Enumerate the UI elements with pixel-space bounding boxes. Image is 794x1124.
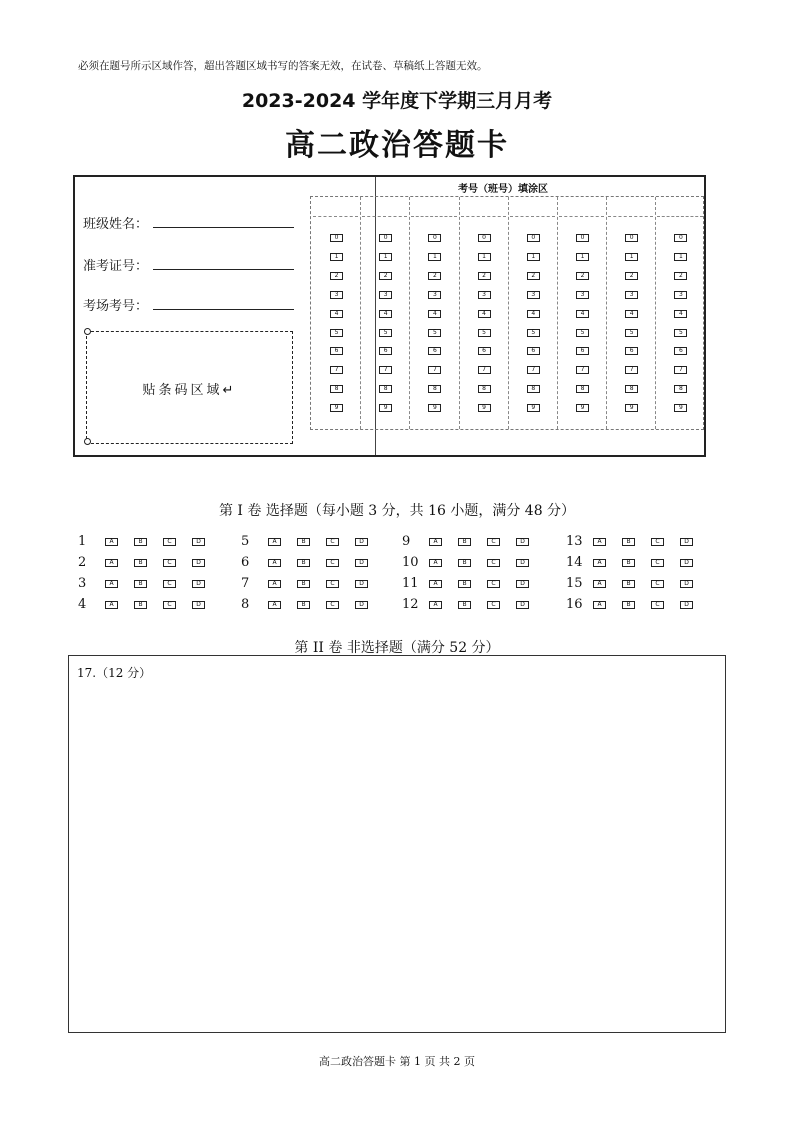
option-bubble[interactable]: D [680, 538, 693, 546]
exam-number-bubble[interactable]: 6 [379, 347, 392, 355]
option-bubble[interactable]: A [593, 601, 606, 609]
option-bubble[interactable]: B [458, 559, 471, 567]
exam-number-bubble[interactable]: 1 [478, 253, 491, 261]
option-bubble[interactable]: C [163, 538, 176, 546]
option-bubble[interactable]: D [192, 559, 205, 567]
option-bubble[interactable]: A [429, 559, 442, 567]
option-bubble[interactable]: C [487, 538, 500, 546]
exam-number-bubble[interactable]: 8 [576, 385, 589, 393]
option-bubble[interactable]: A [593, 559, 606, 567]
question-number: 15 [566, 576, 583, 591]
exam-number-bubble[interactable]: 3 [478, 291, 491, 299]
exam-number-bubble[interactable]: 3 [330, 291, 343, 299]
exam-number-bubble[interactable]: 9 [379, 404, 392, 412]
exam-number-bubble[interactable]: 5 [527, 329, 540, 337]
option-bubble[interactable]: B [297, 559, 310, 567]
exam-number-write-cell[interactable] [510, 197, 555, 217]
question-number: 12 [402, 597, 419, 612]
option-bubble[interactable]: A [268, 559, 281, 567]
section2-title: 第 II 卷 非选择题（满分 52 分） [294, 640, 500, 656]
exam-number-bubble[interactable]: 8 [625, 385, 638, 393]
option-bubble[interactable]: B [622, 559, 635, 567]
option-bubble[interactable]: B [458, 601, 471, 609]
option-bubble[interactable]: B [622, 580, 635, 588]
option-bubble[interactable]: A [105, 559, 118, 567]
exam-number-bubble[interactable]: 3 [576, 291, 589, 299]
exam-number-bubble[interactable]: 2 [478, 272, 491, 280]
exam-number-bubble[interactable]: 3 [625, 291, 638, 299]
exam-number-bubble[interactable]: 3 [428, 291, 441, 299]
exam-number-bubble[interactable]: 2 [428, 272, 441, 280]
exam-number-bubble[interactable]: 0 [625, 234, 638, 242]
exam-number-bubble[interactable]: 5 [625, 329, 638, 337]
exam-number-bubble[interactable]: 7 [527, 366, 540, 374]
exam-number-bubble[interactable]: 8 [379, 385, 392, 393]
option-bubble[interactable]: B [297, 601, 310, 609]
exam-number-bubble[interactable]: 7 [428, 366, 441, 374]
exam-number-bubble[interactable]: 3 [379, 291, 392, 299]
option-bubble[interactable]: A [105, 538, 118, 546]
exam-number-bubble[interactable]: 5 [478, 329, 491, 337]
option-bubble[interactable]: D [192, 601, 205, 609]
exam-number-bubble[interactable]: 9 [576, 404, 589, 412]
option-bubble[interactable]: B [297, 538, 310, 546]
exam-title: 2023-2024 学年度下学期三月月考 [241, 90, 553, 112]
exam-number-bubble[interactable]: 5 [428, 329, 441, 337]
option-bubble[interactable]: A [593, 580, 606, 588]
exam-number-bubble[interactable]: 5 [330, 329, 343, 337]
option-bubble[interactable]: A [268, 538, 281, 546]
option-bubble[interactable]: B [297, 580, 310, 588]
question-number: 13 [566, 534, 583, 549]
exam-number-bubble[interactable]: 5 [674, 329, 687, 337]
exam-number-column-separator [606, 197, 607, 429]
exam-number-bubble[interactable]: 8 [527, 385, 540, 393]
option-bubble[interactable]: B [458, 538, 471, 546]
barcode-label: 贴条码区域↵ [142, 383, 237, 398]
exam-number-bubble[interactable]: 5 [576, 329, 589, 337]
exam-number-bubble[interactable]: 1 [428, 253, 441, 261]
exam-number-bubble[interactable]: 8 [428, 385, 441, 393]
exam-number-column-separator [459, 197, 460, 429]
option-bubble[interactable]: D [192, 580, 205, 588]
exam-number-bubble[interactable]: 4 [478, 310, 491, 318]
candidate-info-box [73, 175, 706, 457]
exam-number-bubble[interactable]: 2 [379, 272, 392, 280]
option-bubble[interactable]: D [355, 601, 368, 609]
exam-number-bubble[interactable]: 0 [576, 234, 589, 242]
option-bubble[interactable]: A [105, 580, 118, 588]
question-number: 4 [78, 597, 87, 612]
option-bubble[interactable]: D [192, 538, 205, 546]
option-bubble[interactable]: C [326, 601, 339, 609]
exam-number-bubble[interactable]: 9 [527, 404, 540, 412]
option-bubble[interactable]: C [163, 559, 176, 567]
question-number: 1 [78, 534, 87, 549]
option-bubble[interactable]: C [163, 601, 176, 609]
option-bubble[interactable]: D [680, 601, 693, 609]
exam-number-bubble[interactable]: 4 [379, 310, 392, 318]
card-title: 高二政治答题卡 [285, 128, 509, 163]
option-bubble[interactable]: D [516, 601, 529, 609]
exam-number-bubble[interactable]: 1 [330, 253, 343, 261]
exam-number-bubble[interactable]: 7 [379, 366, 392, 374]
option-bubble[interactable]: D [355, 580, 368, 588]
question-number: 10 [402, 555, 419, 570]
ticket-number-field[interactable] [153, 269, 294, 270]
exam-number-bubble[interactable]: 6 [625, 347, 638, 355]
option-bubble[interactable]: C [326, 580, 339, 588]
exam-number-bubble[interactable]: 2 [576, 272, 589, 280]
exam-number-bubble[interactable]: 7 [478, 366, 491, 374]
exam-number-bubble[interactable]: 6 [674, 347, 687, 355]
exam-number-bubble[interactable]: 0 [478, 234, 491, 242]
option-bubble[interactable]: C [651, 580, 664, 588]
option-bubble[interactable]: D [355, 559, 368, 567]
exam-number-bubble[interactable]: 7 [576, 366, 589, 374]
exam-number-bubble[interactable]: 9 [428, 404, 441, 412]
exam-number-zone-title: 考号（班号）填涂区 [458, 184, 548, 195]
exam-number-bubble[interactable]: 9 [625, 404, 638, 412]
barcode-corner-top [84, 328, 91, 335]
question-number: 9 [402, 534, 411, 549]
exam-number-write-cell[interactable] [559, 197, 604, 217]
option-bubble[interactable]: D [516, 559, 529, 567]
barcode-area [86, 331, 293, 444]
exam-number-bubble[interactable]: 8 [674, 385, 687, 393]
question-number: 2 [78, 555, 87, 570]
option-bubble[interactable]: C [651, 601, 664, 609]
class-name-label: 班级姓名： [83, 217, 149, 232]
exam-number-bubble[interactable]: 2 [625, 272, 638, 280]
exam-number-bubble[interactable]: 2 [330, 272, 343, 280]
option-bubble[interactable]: A [268, 601, 281, 609]
option-bubble[interactable]: C [487, 559, 500, 567]
exam-number-bubble[interactable]: 0 [527, 234, 540, 242]
option-bubble[interactable]: A [268, 580, 281, 588]
option-bubble[interactable]: C [487, 580, 500, 588]
exam-number-bubble[interactable]: 9 [674, 404, 687, 412]
exam-number-bubble[interactable]: 1 [527, 253, 540, 261]
exam-number-bubble[interactable]: 7 [674, 366, 687, 374]
exam-number-write-cell[interactable] [362, 197, 407, 217]
exam-number-bubble[interactable]: 7 [330, 366, 343, 374]
exam-number-bubble[interactable]: 1 [379, 253, 392, 261]
option-bubble[interactable]: D [355, 538, 368, 546]
exam-number-bubble[interactable]: 5 [379, 329, 392, 337]
option-bubble[interactable]: C [326, 559, 339, 567]
question-number: 11 [402, 576, 419, 591]
exam-number-bubble[interactable]: 6 [527, 347, 540, 355]
option-bubble[interactable]: A [429, 538, 442, 546]
exam-number-write-cell[interactable] [313, 197, 358, 217]
question-17-answer-area[interactable] [68, 655, 726, 1033]
exam-number-bubble[interactable]: 0 [428, 234, 441, 242]
exam-number-column-separator [409, 197, 410, 429]
exam-number-bubble[interactable]: 3 [527, 291, 540, 299]
option-bubble[interactable]: C [326, 538, 339, 546]
option-bubble[interactable]: D [680, 580, 693, 588]
exam-number-bubble[interactable]: 1 [576, 253, 589, 261]
exam-number-bubble[interactable]: 2 [527, 272, 540, 280]
option-bubble[interactable]: C [651, 559, 664, 567]
question-number: 7 [241, 576, 250, 591]
question-number: 8 [241, 597, 250, 612]
question-number: 16 [566, 597, 583, 612]
exam-number-column-separator [655, 197, 656, 429]
question-number: 14 [566, 555, 583, 570]
exam-number-column-separator [508, 197, 509, 429]
barcode-corner-bottom [84, 438, 91, 445]
exam-number-bubble[interactable]: 6 [428, 347, 441, 355]
exam-number-bubble[interactable]: 2 [674, 272, 687, 280]
room-number-field[interactable] [153, 309, 294, 310]
question-number: 6 [241, 555, 250, 570]
option-bubble[interactable]: B [458, 580, 471, 588]
exam-number-bubble[interactable]: 9 [330, 404, 343, 412]
exam-number-grid [310, 196, 704, 430]
class-name-field[interactable] [153, 227, 294, 228]
exam-number-bubble[interactable]: 9 [478, 404, 491, 412]
option-bubble[interactable]: B [622, 538, 635, 546]
exam-number-bubble[interactable]: 4 [625, 310, 638, 318]
exam-number-column-separator [557, 197, 558, 429]
option-bubble[interactable]: C [163, 580, 176, 588]
question-number: 3 [78, 576, 87, 591]
option-bubble[interactable]: A [429, 601, 442, 609]
exam-number-column-separator [360, 197, 361, 429]
option-bubble[interactable]: B [622, 601, 635, 609]
exam-number-bubble[interactable]: 3 [674, 291, 687, 299]
exam-number-bubble[interactable]: 6 [576, 347, 589, 355]
option-bubble[interactable]: D [680, 559, 693, 567]
option-bubble[interactable]: A [593, 538, 606, 546]
exam-number-bubble[interactable]: 4 [674, 310, 687, 318]
question-number: 5 [241, 534, 250, 549]
exam-number-write-cell[interactable] [461, 197, 506, 217]
room-number-label: 考场考号： [83, 299, 149, 314]
option-bubble[interactable]: C [651, 538, 664, 546]
exam-number-bubble[interactable]: 6 [478, 347, 491, 355]
exam-number-bubble[interactable]: 4 [330, 310, 343, 318]
option-bubble[interactable]: B [134, 580, 147, 588]
exam-number-bubble[interactable]: 1 [625, 253, 638, 261]
page-footer: 高二政治答题卡 第 1 页 共 2 页 [319, 1055, 475, 1068]
option-bubble[interactable]: B [134, 559, 147, 567]
exam-number-bubble[interactable]: 0 [330, 234, 343, 242]
ticket-number-label: 准考证号： [83, 259, 149, 274]
exam-number-bubble[interactable]: 0 [674, 234, 687, 242]
question-17-label: 17.（12 分） [77, 666, 152, 680]
option-bubble[interactable]: B [134, 601, 147, 609]
notice-text: 必须在题号所示区域作答，超出答题区域书写的答案无效，在试卷、草稿纸上答题无效。 [78, 60, 488, 72]
section1-title: 第 I 卷 选择题（每小题 3 分，共 16 小题，满分 48 分） [218, 503, 576, 519]
exam-number-bubble[interactable]: 1 [674, 253, 687, 261]
option-bubble[interactable]: D [516, 538, 529, 546]
option-bubble[interactable]: C [487, 601, 500, 609]
exam-number-bubble[interactable]: 4 [527, 310, 540, 318]
exam-number-bubble[interactable]: 7 [625, 366, 638, 374]
exam-number-bubble[interactable]: 8 [330, 385, 343, 393]
exam-number-bubble[interactable]: 0 [379, 234, 392, 242]
exam-number-write-cell[interactable] [608, 197, 653, 217]
option-bubble[interactable]: A [429, 580, 442, 588]
exam-number-bubble[interactable]: 4 [576, 310, 589, 318]
option-bubble[interactable]: A [105, 601, 118, 609]
exam-number-write-cell[interactable] [411, 197, 456, 217]
exam-number-bubble[interactable]: 6 [330, 347, 343, 355]
option-bubble[interactable]: B [134, 538, 147, 546]
option-bubble[interactable]: D [516, 580, 529, 588]
exam-number-bubble[interactable]: 4 [428, 310, 441, 318]
exam-number-bubble[interactable]: 8 [478, 385, 491, 393]
exam-number-write-cell[interactable] [657, 197, 702, 217]
